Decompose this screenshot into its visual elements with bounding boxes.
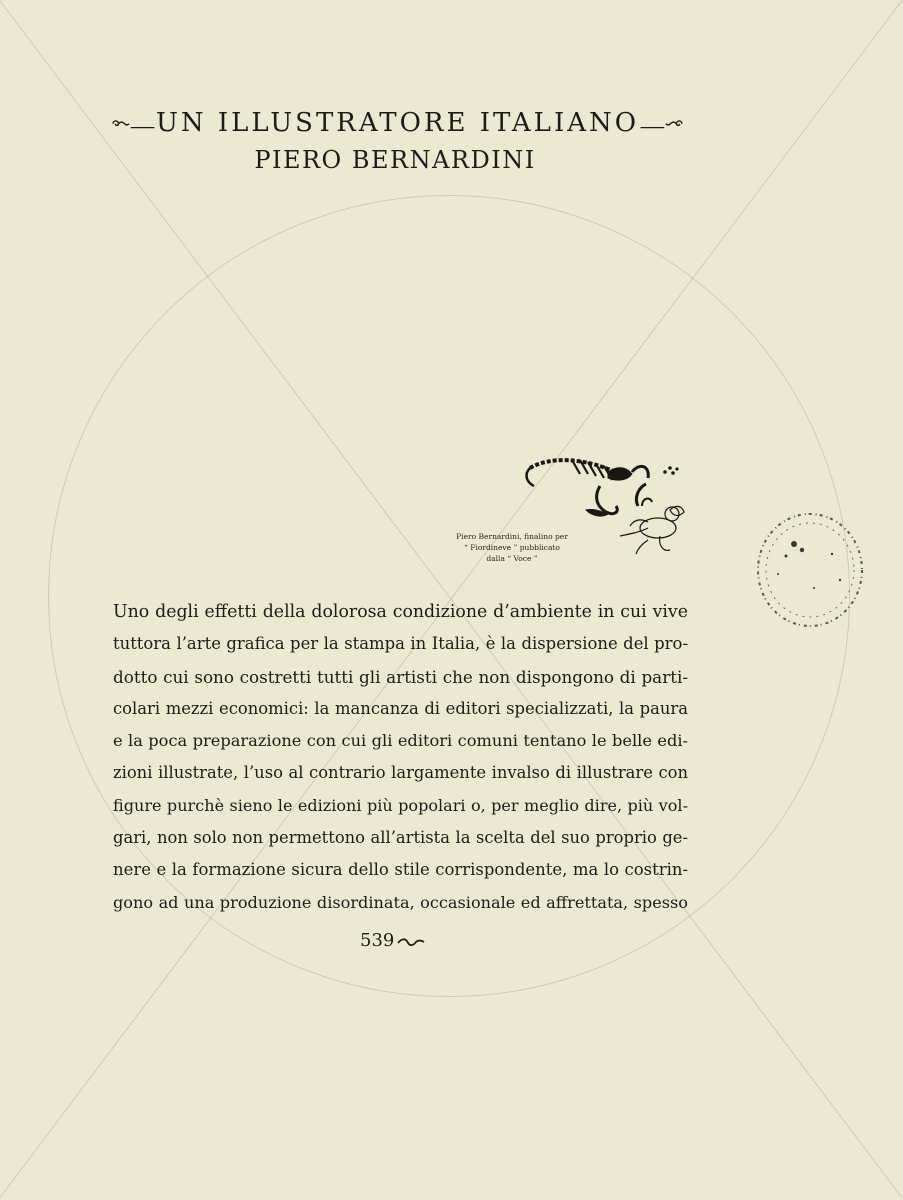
caption-line: Piero Bernardini, finalino per [456,532,568,541]
left-flourish-icon [110,112,156,134]
body-line: nere e la formazione sicura dello stile corrispondente, ma lo costrin- [113,860,688,880]
page-header [110,108,685,138]
body-line: dotto cui sono costretti tutti gli artisti che non dispongono di parti- [113,666,688,687]
page-number: 539 [360,930,395,951]
library-stamp [752,510,867,630]
body-line: gono ad una produzione disordinata, occasionale ed affrettata, spesso [113,892,688,912]
folio-flourish-icon [396,934,426,948]
body-line: e la poca preparazione con cui gli editori comuni tentano le belle edi- [113,731,688,751]
page-footer [360,930,426,951]
body-line: zioni illustrate, l’uso al contrario largamente invalso di illustrare con [113,763,688,783]
figure-caption [452,531,572,564]
page-subtitle: PIERO BERNARDINI [254,146,536,174]
page-title: UN ILLUSTRATORE ITALIANO [155,108,640,138]
body-line: Uno degli effetti della dolorosa condizione d’ambiente in cui vive [113,602,688,622]
body-line: tuttora l’arte grafica per la stampa in Italia, è la dispersione del pro- [113,634,688,654]
article-body [113,596,688,919]
caption-line: “ Fiordineve ” pubblicato [464,543,560,552]
body-line: figure purchè sieno le edizioni più popolari o, per meglio dire, più vol- [113,795,688,815]
right-flourish-icon [639,112,685,134]
body-line: colari mezzi economici: la mancanza di editori specializzati, la paura [113,698,688,718]
body-line: gari, non solo non permettono all’artista la scelta del suo proprio ge- [113,828,688,848]
caption-line: dalla “ Voce ” [486,554,538,563]
